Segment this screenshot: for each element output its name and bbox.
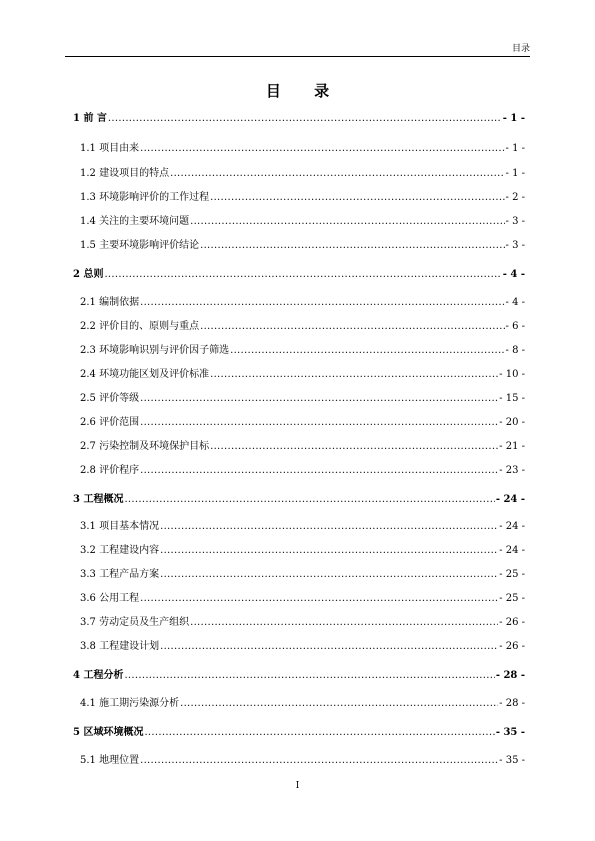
- toc-section-entry[interactable]: [73, 545, 525, 557]
- toc-section-entry[interactable]: [73, 369, 525, 381]
- toc-entry-label: 2.5 评价等级: [80, 393, 140, 404]
- toc-leader-dots: [180, 698, 498, 710]
- toc-entry-page: - 23 -: [499, 465, 525, 476]
- toc-section-entry[interactable]: [73, 698, 525, 710]
- toc-section-entry[interactable]: [73, 345, 525, 357]
- toc-entry-label: 2.2 评价目的、原则与重点: [80, 321, 200, 332]
- toc-leader-dots: [140, 593, 498, 605]
- toc-entry-page: - 4 -: [505, 297, 525, 308]
- toc-entry-page: - 6 -: [505, 321, 525, 332]
- toc-section-entry[interactable]: [73, 593, 525, 605]
- toc-leader-dots: [108, 113, 502, 125]
- toc-section-entry[interactable]: [73, 393, 525, 405]
- toc-entry-page: - 3 -: [505, 216, 525, 227]
- toc-entry-label: 2.3 环境影响识别与评价因子筛选: [80, 345, 230, 356]
- toc-leader-dots: [190, 617, 498, 629]
- toc-leader-dots: [210, 369, 498, 381]
- toc-section-entry[interactable]: [73, 617, 525, 629]
- toc-leader-dots: [140, 465, 498, 477]
- toc-entry-page: - 25 -: [499, 593, 525, 604]
- toc-entry-page: - 24 -: [499, 545, 525, 556]
- toc-entry-label: 5.1 地理位置: [80, 755, 140, 766]
- toc-section-entry[interactable]: [73, 755, 525, 767]
- toc-entry-page: - 20 -: [499, 417, 525, 428]
- toc-entry-page: - 26 -: [499, 641, 525, 652]
- toc-entry-page: - 24 -: [499, 521, 525, 532]
- toc-entry-page: - 28 -: [499, 698, 525, 709]
- toc-entry-page: - 2 -: [505, 192, 525, 203]
- toc-section-entry[interactable]: [73, 321, 525, 333]
- toc-leader-dots: [140, 393, 498, 405]
- toc-entry-label: 2 总则: [73, 269, 104, 280]
- toc-leader-dots: [140, 297, 504, 309]
- toc-entry-label: 4.1 施工期污染源分析: [80, 698, 180, 709]
- toc-leader-dots: [140, 417, 498, 429]
- toc-entry-label: 3.7 劳动定员及生产组织: [80, 617, 190, 628]
- toc-leader-dots: [160, 545, 498, 557]
- toc-entry-page: - 21 -: [499, 441, 525, 452]
- toc-entry-label: 2.8 评价程序: [80, 465, 140, 476]
- toc-entry-page: - 25 -: [499, 569, 525, 580]
- toc-title: 目 录: [265, 82, 344, 100]
- toc-entry-label: 1.5 主要环境影响评价结论: [80, 240, 200, 251]
- toc-entry-page: - 8 -: [505, 345, 525, 356]
- toc-chapter-entry[interactable]: [73, 727, 525, 739]
- toc-entry-label: 5 区域环境概况: [73, 727, 144, 738]
- running-header: 目录: [511, 44, 530, 54]
- toc-section-entry[interactable]: [73, 168, 525, 180]
- toc-entry-page: - 3 -: [505, 240, 525, 251]
- toc-leader-dots: [140, 755, 498, 767]
- toc-entry-page: - 24 -: [495, 494, 525, 505]
- toc-leader-dots: [144, 727, 494, 739]
- toc-entry-label: 3.2 工程建设内容: [80, 545, 160, 556]
- toc-section-entry[interactable]: [73, 192, 525, 204]
- toc-entry-page: - 35 -: [499, 755, 525, 766]
- toc-section-entry[interactable]: [73, 465, 525, 477]
- toc-leader-dots: [140, 143, 504, 155]
- toc-entry-page: - 1 -: [505, 143, 525, 154]
- toc-entry-label: 1 前 言: [73, 113, 107, 124]
- toc-leader-dots: [210, 192, 504, 204]
- toc-chapter-entry[interactable]: [73, 494, 525, 506]
- toc-section-entry[interactable]: [73, 143, 525, 155]
- page-number: I: [295, 781, 300, 791]
- toc-entry-label: 3.3 工程产品方案: [80, 569, 160, 580]
- toc-section-entry[interactable]: [73, 240, 525, 252]
- toc-entry-page: - 10 -: [499, 369, 525, 380]
- toc-section-entry[interactable]: [73, 569, 525, 581]
- toc-entry-label: 2.4 环境功能区划及评价标准: [80, 369, 210, 380]
- toc-entry-label: 3.6 公用工程: [80, 593, 140, 604]
- toc-entry-label: 1.3 环境影响评价的工作过程: [80, 192, 210, 203]
- toc-entry-label: 3.8 工程建设计划: [80, 641, 160, 652]
- toc-chapter-entry[interactable]: [73, 670, 525, 682]
- toc-leader-dots: [230, 345, 504, 357]
- toc-entry-label: 1.4 关注的主要环境问题: [80, 216, 190, 227]
- toc-section-entry[interactable]: [73, 216, 525, 228]
- toc-entry-page: - 35 -: [495, 727, 525, 738]
- toc-entry-label: 2.7 污染控制及环境保护目标: [80, 441, 210, 452]
- header-rule: [65, 56, 530, 57]
- toc-leader-dots: [160, 521, 498, 533]
- toc-entry-label: 2.6 评价范围: [80, 417, 140, 428]
- toc-section-entry[interactable]: [73, 297, 525, 309]
- toc-section-entry[interactable]: [73, 521, 525, 533]
- toc-leader-dots: [124, 494, 494, 506]
- toc-entry-page: - 1 -: [505, 168, 525, 179]
- toc-entry-page: - 15 -: [499, 393, 525, 404]
- toc-leader-dots: [200, 321, 504, 333]
- toc-section-entry[interactable]: [73, 417, 525, 429]
- toc-entry-page: - 1 -: [502, 113, 525, 124]
- toc-chapter-entry[interactable]: [73, 113, 525, 125]
- toc-leader-dots: [124, 670, 494, 682]
- toc-section-entry[interactable]: [73, 441, 525, 453]
- toc-leader-dots: [104, 269, 501, 281]
- toc-entry-page: - 4 -: [502, 269, 525, 280]
- toc-chapter-entry[interactable]: [73, 269, 525, 281]
- toc-entry-label: 1.1 项目由来: [80, 143, 140, 154]
- toc-entry-page: - 28 -: [495, 670, 525, 681]
- toc-leader-dots: [190, 216, 504, 228]
- toc-entry-page: - 26 -: [499, 617, 525, 628]
- toc-entry-label: 3 工程概况: [73, 494, 124, 505]
- toc-leader-dots: [200, 240, 504, 252]
- toc-entry-label: 2.1 编制依据: [80, 297, 140, 308]
- toc-leader-dots: [160, 641, 498, 653]
- toc-section-entry[interactable]: [73, 641, 525, 653]
- toc-entry-label: 3.1 项目基本情况: [80, 521, 160, 532]
- toc-entry-label: 4 工程分析: [73, 670, 124, 681]
- toc-entry-label: 1.2 建设项目的特点: [80, 168, 170, 179]
- toc-leader-dots: [160, 569, 498, 581]
- toc-leader-dots: [170, 168, 504, 180]
- toc-leader-dots: [210, 441, 498, 453]
